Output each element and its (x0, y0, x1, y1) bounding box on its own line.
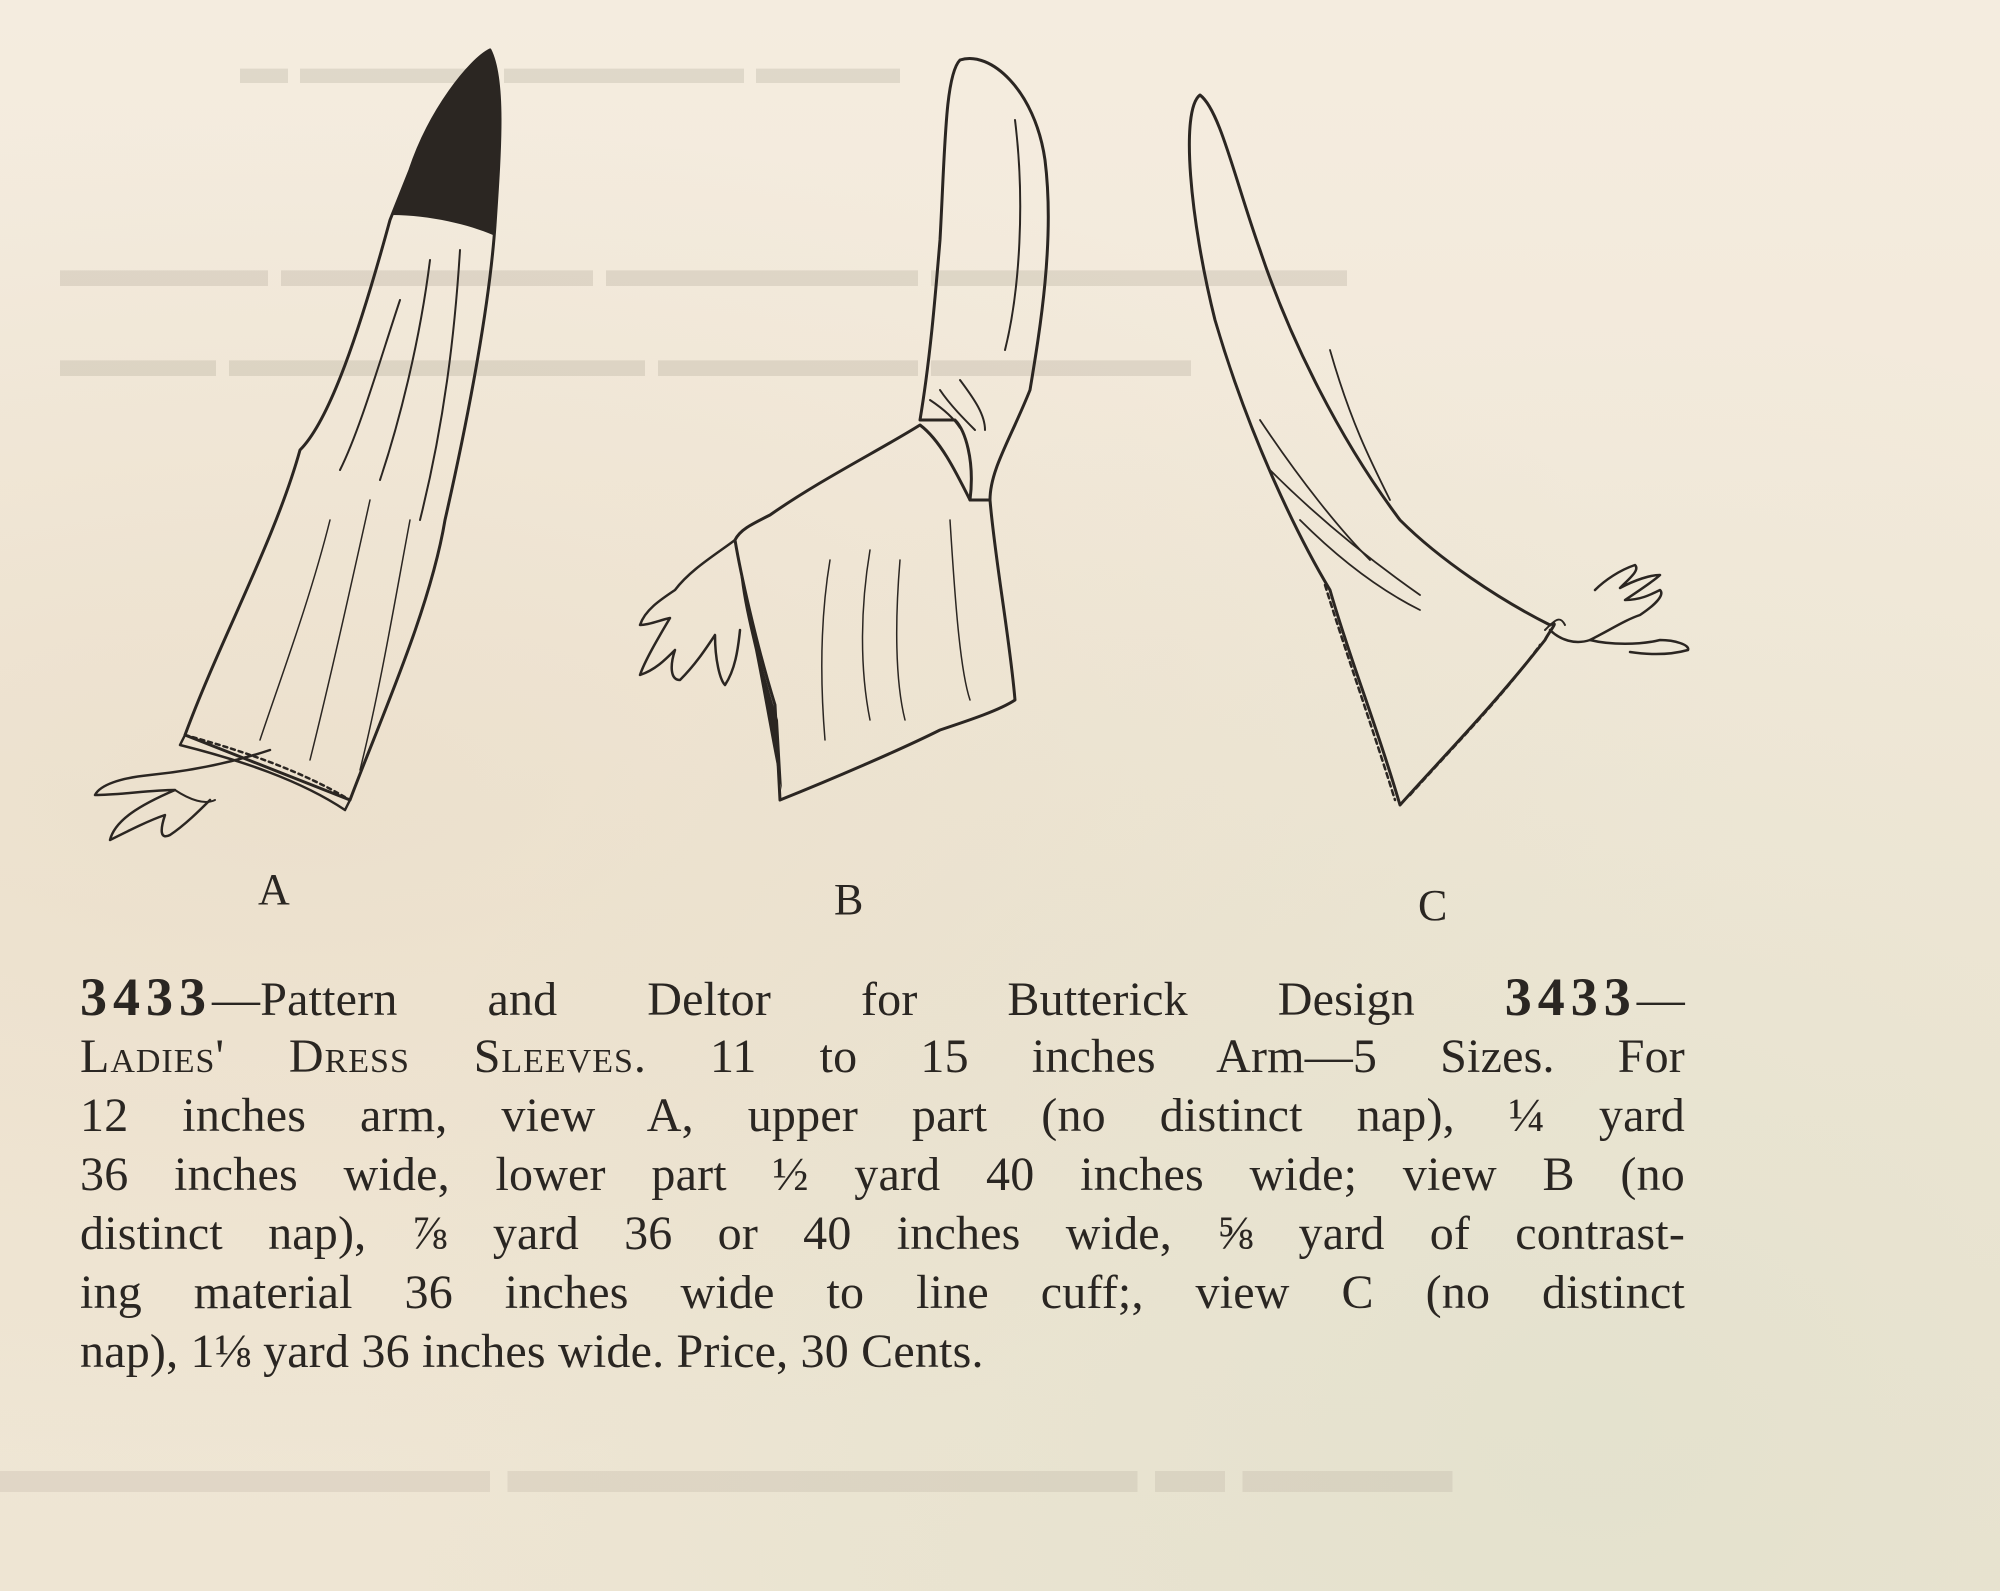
view-label-c: C (1418, 881, 1448, 930)
caption-line-2-rest: 11 to 15 inches Arm—5 Sizes. For (646, 1030, 1685, 1083)
caption-line-5: distinct nap), ⅞ yard 36 or 40 inches wide, ⅝ yard of contrast- (80, 1207, 1685, 1260)
caption-line-6: ing material 36 inches wide to line cuff;, view C (no distinct (80, 1266, 1685, 1319)
sleeve-view-a-drawing (95, 50, 500, 840)
pattern-number-repeat: 3433 (1504, 967, 1637, 1027)
caption-line-2 (80, 1027, 1685, 1086)
bleed-through-text: ▬ ▬▬▬▬ ▬▬▬▬▬ ▬▬▬ ▬▬▬▬ ▬▬▬▬▬▬ ▬▬▬▬▬▬ ▬▬▬▬▬▬▬▬ ▬▬▬ ▬▬▬▬▬▬▬▬ ▬▬▬▬▬ ▬▬▬▬▬ ▬▬▬▬▬▬▬ ▬▬▬▬▬▬▬▬▬ ▬ ▬▬▬ (0, 41, 1453, 1508)
pattern-number: 3433 (80, 967, 212, 1027)
sleeve-view-b-drawing (640, 58, 1048, 800)
caption-line-1 (80, 968, 1685, 1027)
caption-trailing-dash: — (1636, 973, 1685, 1026)
pattern-title: Ladies' Dress Sleeves. (80, 1030, 647, 1083)
caption-lead-text: —Pattern and Deltor for Butterick Design (212, 973, 1505, 1026)
view-label-a: A (258, 865, 290, 914)
caption-line-7: nap), 1⅛ yard 36 inches wide. Price, 30 Cents. (80, 1325, 984, 1378)
caption-line-4: 36 inches wide, lower part ½ yard 40 inches wide; view B (no (80, 1148, 1685, 1201)
pattern-description (80, 968, 1685, 1381)
caption-line-3: 12 inches arm, view A, upper part (no distinct nap), ¼ yard (80, 1089, 1685, 1142)
sleeve-view-c-drawing (1189, 95, 1688, 805)
view-label-b: B (834, 875, 864, 924)
